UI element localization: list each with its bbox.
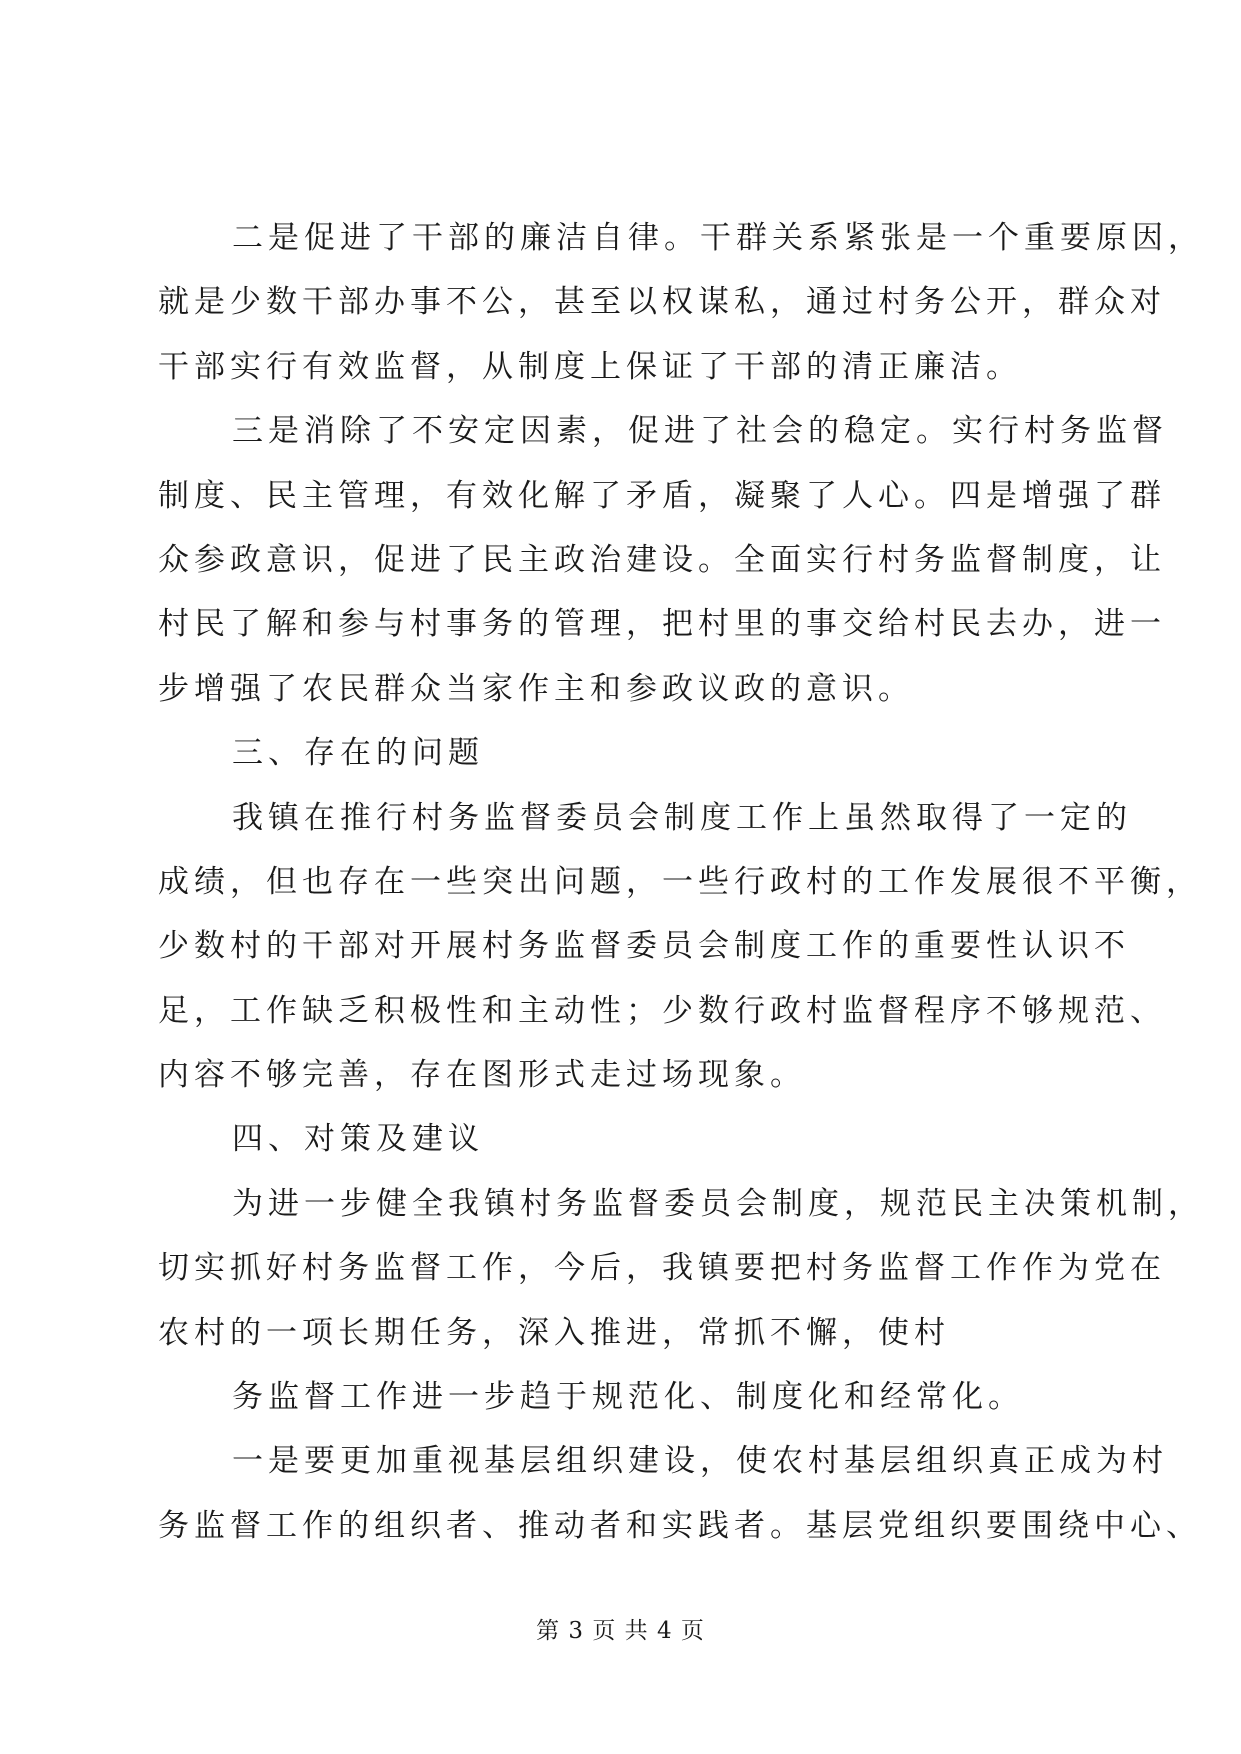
document-body [158,206,1204,1558]
text-line: 二是促进了干部的廉洁自律。干群关系紧张是一个重要原因， [232,220,1204,256]
text-line: 为进一步健全我镇村务监督委员会制度，规范民主决策机制， [232,1185,1204,1222]
text-line: 少数村的干部对开展村务监督委员会制度工作的重要性认识不 [158,928,1130,965]
text-line: 足，工作缺乏积极性和主动性；少数行政村监督程序不够规范、 [158,992,1166,1029]
text-line: 务监督工作的组织者、推动者和实践者。基层党组织要围绕中心、 [158,1507,1202,1544]
text-line: 四、对策及建议 [232,1121,484,1158]
page-footer: 第 3 页 共 4 页 [536,1618,705,1644]
text-line: 成绩，但也存在一些突出问题，一些行政村的工作发展很不平衡， [158,863,1202,900]
text-line: 一是要更加重视基层组织建设，使农村基层组织真正成为村 [232,1443,1168,1480]
text-line: 三是消除了不安定因素，促进了社会的稳定。实行村务监督 [232,413,1168,450]
text-line: 务监督工作进一步趋于规范化、制度化和经常化。 [232,1379,1024,1416]
text-line: 众参政意识，促进了民主政治建设。全面实行村务监督制度，让 [158,541,1166,578]
text-line: 就是少数干部办事不公，甚至以权谋私，通过村务公开，群众对 [158,284,1166,321]
text-line: 农村的一项长期任务，深入推进，常抓不懈，使村 [158,1314,950,1351]
text-line: 内容不够完善，存在图形式走过场现象。 [158,1057,806,1094]
text-line: 干部实行有效监督，从制度上保证了干部的清正廉洁。 [158,348,1022,385]
text-line: 制度、民主管理，有效化解了矛盾，凝聚了人心。四是增强了群 [158,477,1166,514]
text-line: 村民了解和参与村事务的管理，把村里的事交给村民去办，进一 [158,606,1166,643]
text-line: 步增强了农民群众当家作主和参政议政的意识。 [158,670,914,707]
text-line: 我镇在推行村务监督委员会制度工作上虽然取得了一定的 [232,799,1132,836]
text-line: 三、存在的问题 [232,735,484,772]
text-line: 切实抓好村务监督工作，今后，我镇要把村务监督工作作为党在 [158,1250,1166,1287]
